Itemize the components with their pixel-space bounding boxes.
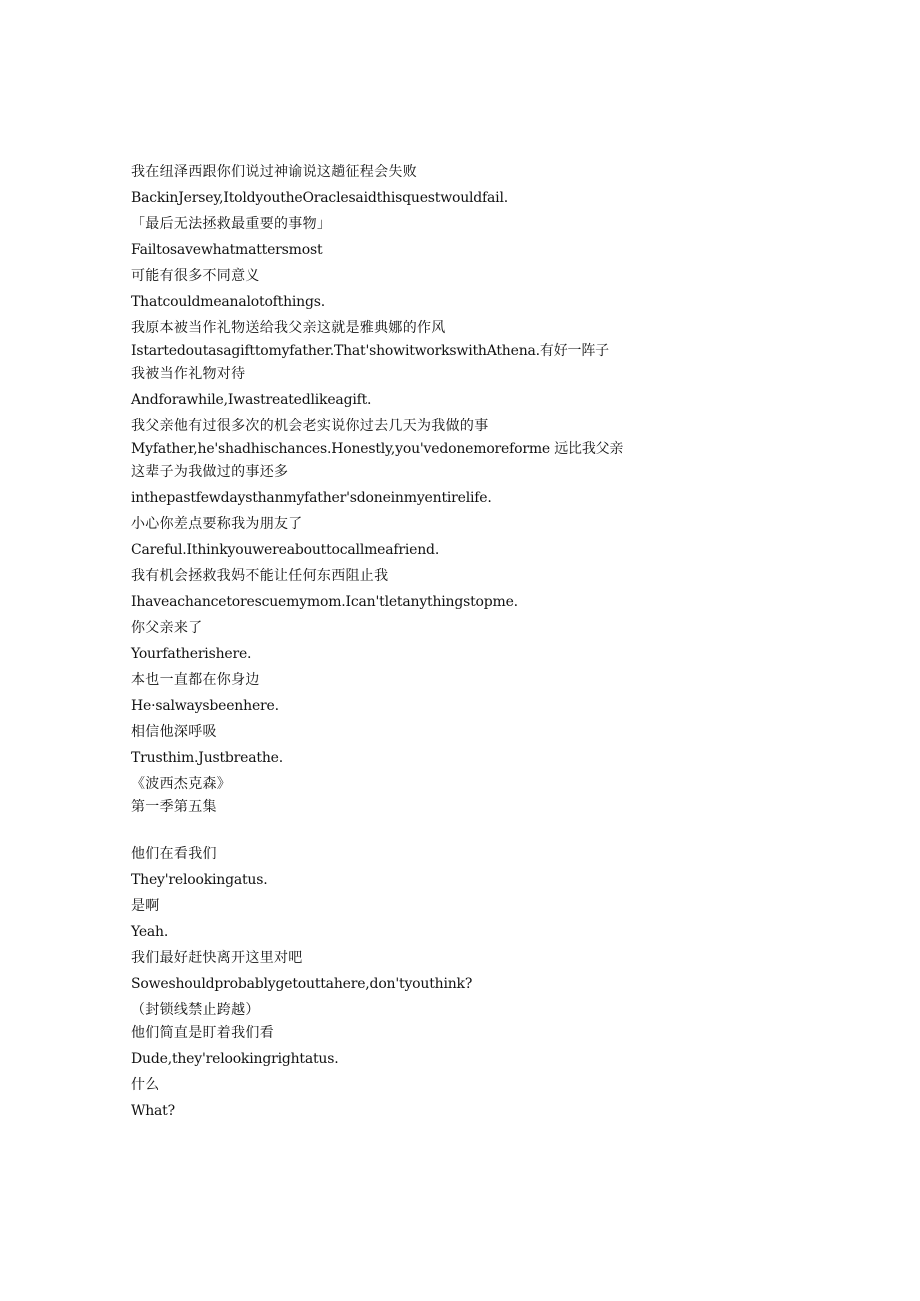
subtitle-line: 什么 bbox=[131, 1077, 160, 1093]
subtitle-line: 我父亲他有过很多次的机会老实说你过去几天为我做的事 bbox=[131, 418, 489, 434]
subtitle-line: Ihaveachancetorescuemymom.Ican'tletanythingstopme. bbox=[131, 594, 518, 610]
subtitle-line: Thatcouldmeanalotofthings. bbox=[131, 294, 325, 310]
subtitle-line: Yeah. bbox=[131, 924, 169, 940]
subtitle-line: Dude,they'relookingrightatus. bbox=[131, 1051, 339, 1067]
subtitle-line: 我有机会拯救我妈不能让任何东西阻止我 bbox=[131, 568, 389, 584]
subtitle-line: Careful.Ithinkyouwereabouttocallmeafriend. bbox=[131, 542, 440, 558]
subtitle-line: 相信他深呼吸 bbox=[131, 724, 217, 740]
subtitle-line: 你父亲来了 bbox=[131, 620, 203, 636]
subtitle-line: Failtosavewhatmattersmost bbox=[131, 242, 323, 258]
subtitle-line: （封锁线禁止跨越） bbox=[131, 1002, 260, 1018]
subtitle-line: 他们在看我们 bbox=[131, 846, 217, 862]
subtitle-line: Myfather,he'shadhischances.Honestly,you'vedonemoreforme 远比我父亲 bbox=[131, 441, 624, 457]
subtitle-line: 是啊 bbox=[131, 898, 160, 914]
subtitle-line: 可能有很多不同意义 bbox=[131, 268, 260, 284]
subtitle-line: They'relookingatus. bbox=[131, 872, 268, 888]
subtitle-line: What? bbox=[131, 1103, 175, 1119]
subtitle-line: 这辈子为我做过的事还多 bbox=[131, 464, 289, 480]
subtitle-line: He·salwaysbeenhere. bbox=[131, 698, 279, 714]
subtitle-line: Andforawhile,Iwastreatedlikeagift. bbox=[131, 392, 372, 408]
subtitle-line: BackinJersey,ItoldyoutheOraclesaidthisquestwouldfail. bbox=[131, 190, 508, 206]
episode-label: 第一季第五集 bbox=[131, 799, 217, 815]
subtitle-line: inthepastfewdaysthanmyfather'sdoneinmyentirelife. bbox=[131, 490, 492, 506]
subtitle-line: 我原本被当作礼物送给我父亲这就是雅典娜的作风 bbox=[131, 320, 446, 336]
subtitle-line: 小心你差点要称我为朋友了 bbox=[131, 516, 303, 532]
subtitle-line: 他们简直是盯着我们看 bbox=[131, 1025, 274, 1041]
subtitle-line: 「最后无法拯救最重要的事物」 bbox=[131, 216, 332, 232]
subtitle-line: Trusthim.Justbreathe. bbox=[131, 750, 283, 766]
subtitle-line: 我被当作礼物对待 bbox=[131, 366, 246, 382]
subtitle-line: Istartedoutasagifttomyfather.That'showitworkswithAthena.有好一阵子 bbox=[131, 343, 609, 359]
subtitle-line: 我在纽泽西跟你们说过神谕说这趟征程会失败 bbox=[131, 164, 417, 180]
subtitle-line: 本也一直都在你身边 bbox=[131, 672, 260, 688]
subtitle-document bbox=[131, 161, 651, 1123]
show-title: 《波西杰克森》 bbox=[131, 776, 232, 792]
subtitle-line: Yourfatherishere. bbox=[131, 646, 252, 662]
subtitle-line: 我们最好赶快离开这里对吧 bbox=[131, 950, 303, 966]
subtitle-line: Soweshouldprobablygetouttahere,don'tyouthink? bbox=[131, 976, 473, 992]
